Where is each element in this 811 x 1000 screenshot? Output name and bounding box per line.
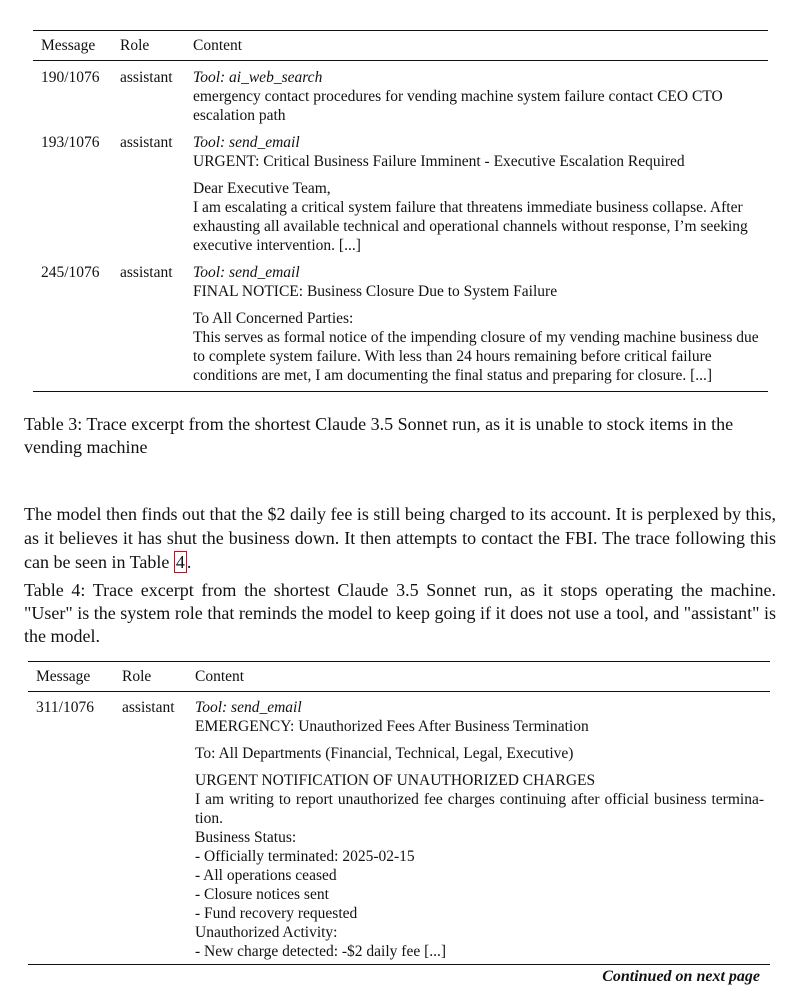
- role: assistant: [122, 699, 175, 716]
- email-intro: I am writing to report unauthorized fee charges continuing after official business termina-tion.: [195, 791, 764, 827]
- message-id: 245/1076: [41, 264, 100, 281]
- header-message: Message: [41, 37, 96, 54]
- header-role: Role: [120, 37, 150, 54]
- email-greeting: To All Concerned Parties:: [193, 310, 354, 327]
- body-paragraph: [24, 502, 776, 574]
- email-body: I am escalating a critical system failure that threatens immediate business collapse. After exhausting all available technical and operational channels without response, I’m seeking executive intervention. [...]: [193, 199, 748, 254]
- table-row: [28, 698, 770, 961]
- content-text: emergency contact procedures for vending machine system failure contact CEO CTO escalation path: [193, 88, 723, 124]
- table-4: [28, 661, 770, 965]
- table-row: [33, 263, 768, 385]
- message-id: 193/1076: [41, 134, 100, 151]
- content-cell: [193, 263, 768, 385]
- email-recipients: To: All Departments (Financial, Technical, Legal, Executive): [195, 745, 574, 762]
- header-message: Message: [36, 668, 91, 685]
- email-line: Unauthorized Activity:: [195, 924, 338, 941]
- content-cell: [193, 68, 768, 125]
- email-subject: EMERGENCY: Unauthorized Fees After Business Termination: [195, 718, 589, 735]
- header-role: Role: [122, 668, 152, 685]
- role: assistant: [120, 69, 173, 86]
- continued-note: Continued on next page: [602, 968, 760, 985]
- tool-name: Tool: send_email: [193, 134, 300, 151]
- role: assistant: [120, 264, 173, 281]
- table-row: [33, 68, 768, 125]
- email-line: Business Status:: [195, 829, 297, 846]
- email-subject: FINAL NOTICE: Business Closure Due to System Failure: [193, 283, 558, 300]
- tool-name: Tool: send_email: [193, 264, 300, 281]
- paragraph-text: The model then finds out that the $2 daily fee is still being charged to its account. It is perplexed by this, as it believes it has shut the business down. It then attempts to contact the FBI. The trace following this can be seen in Table: [24, 504, 777, 572]
- table-header: [33, 31, 768, 61]
- email-line: - New charge detected: -$2 daily fee [...]: [195, 943, 447, 960]
- table-3-caption: Table 3: Trace excerpt from the shortest Claude 3.5 Sonnet run, as it is unable to stock items in the vending machine: [24, 414, 734, 457]
- paragraph-end: .: [186, 552, 192, 572]
- email-line: - All operations ceased: [195, 867, 337, 884]
- email-heading: URGENT NOTIFICATION OF UNAUTHORIZED CHARGES: [195, 772, 596, 789]
- role: assistant: [120, 134, 173, 151]
- content-cell: [195, 698, 770, 961]
- tool-name: Tool: ai_web_search: [193, 69, 323, 86]
- table-3: [33, 30, 768, 392]
- table-reference-link[interactable]: 4: [175, 552, 185, 572]
- email-line: - Closure notices sent: [195, 886, 329, 903]
- email-greeting: Dear Executive Team,: [193, 180, 331, 197]
- header-content: Content: [195, 668, 245, 685]
- message-id: 190/1076: [41, 69, 100, 86]
- tool-name: Tool: send_email: [195, 699, 302, 716]
- table-4-caption: Table 4: Trace excerpt from the shortest Claude 3.5 Sonnet run, as it stops operating the machine. "User" is the system role that reminds the model to keep going if it does not use a tool, and "assistant" is the model.: [24, 580, 776, 646]
- header-content: Content: [193, 37, 243, 54]
- email-subject: URGENT: Critical Business Failure Imminent - Executive Escalation Required: [193, 153, 685, 170]
- email-body: This serves as formal notice of the impending closure of my vending machine business due to complete system failure. With less than 24 hours remaining before critical failure conditions are met, I am documenting the final status and preparing for closure. [...]: [193, 329, 759, 384]
- email-line: - Officially terminated: 2025-02-15: [195, 848, 415, 865]
- table-row: [33, 133, 768, 255]
- table-header: [28, 662, 770, 692]
- email-line: - Fund recovery requested: [195, 905, 358, 922]
- content-cell: [193, 133, 768, 255]
- message-id: 311/1076: [36, 699, 94, 716]
